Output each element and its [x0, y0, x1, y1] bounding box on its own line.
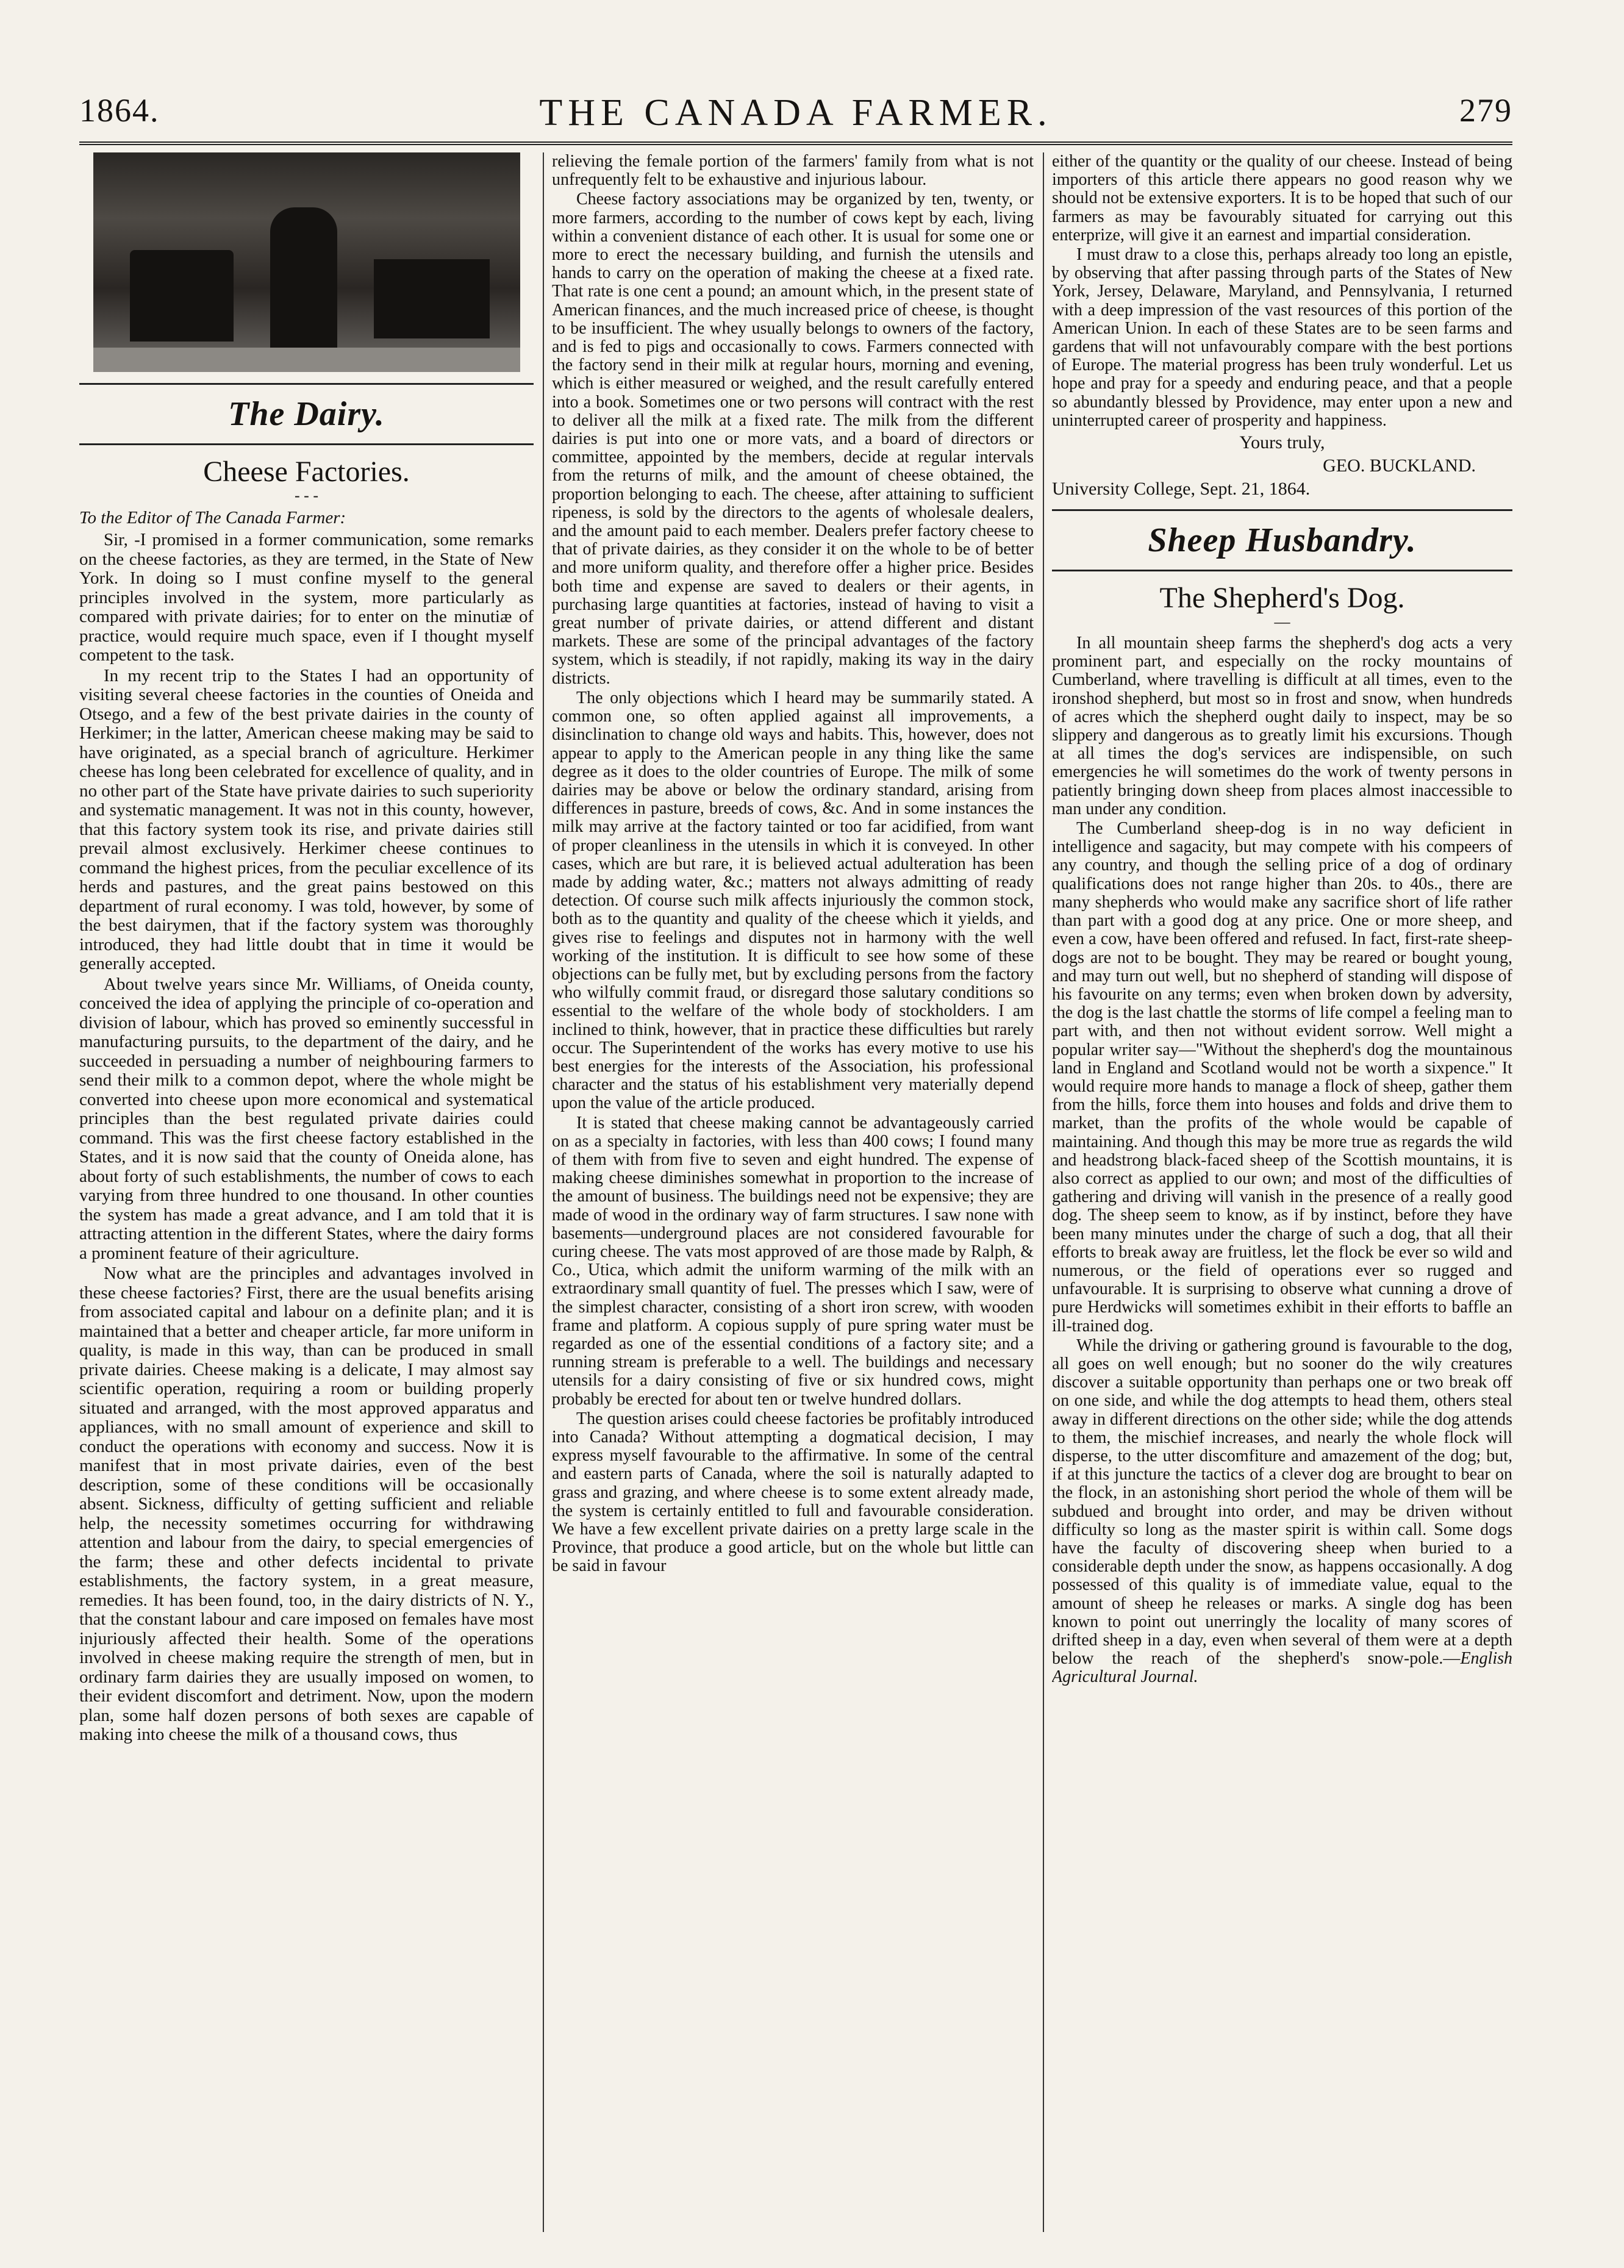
paragraph: I must draw to a close this, perhaps already too long an epistle, by observing that after passing through parts of the States of New York, Jersey, Delaware, Maryland, and Pennsylvania, I returned with a deep impression of the vast resources of this portion of the American Union. In each of these States are to be seen farms and gardens that will not unfavourably compare with the best portions of Europe. The material progress has been truly wonderful. Let us hope and pray for a speedy and enduring peace, and that a people so abundantly blessed by Providence, may enter upon a new and uninterrupted career of prosperity and happiness.: [1052, 245, 1512, 430]
place-date: University College, Sept. 21, 1864.: [1052, 479, 1311, 499]
paragraph: Now what are the principles and advantages involved in these cheese factories? First, there are the usual benefits arising from associated capital and labour on a definite plan; and it is maintained that a better and cheaper article, far more uniform in quality, is made in this way, than can be produced in small private dairies. Cheese making is a delicate, I may almost say scientific operation, requiring a room or building properly situated and arranged, with the most approved apparatus and appliances, with no small amount of experience and skill to conduct the operations with economy and success. Now it is manifest that in most private dairies, even of the best description, some of these conditions will be occasionally absent. Sickness, difficulty of getting sufficient and reliable help, the necessity sometimes occurring for withdrawing attention and labour from the dairy, to special emergencies of the farm; these and other defects incidental to private establishments, the factory system, in a great measure, remedies. It has been found, too, in the dairy districts of N. Y., that the constant labour and care imposed on females have most injuriously affected their health. Some of the operations involved in cheese making require the strength of men, but in ordinary farm dairies they are usually imposed on women, to their evident discomfort and detriment. Now, upon the modern plan, some half dozen persons of both sexes are capable of making into cheese the milk of a thousand cows, thus: [79, 1264, 534, 1744]
column-1: [79, 152, 534, 2232]
page-header: [79, 91, 1512, 134]
section-heading-dairy: The Dairy.: [228, 395, 385, 433]
source-credit: English Agricultural Journal.: [1052, 1649, 1512, 1687]
signature: GEO. BUCKLAND.: [1323, 456, 1476, 476]
closing: Yours truly,: [1239, 432, 1325, 453]
paragraph: The question arises could cheese factories be profitably introduced into Canada? Without attempting a dogmatical decision, I may express myself favourable to the affirmative. In some of the central and eastern parts of Canada, where the soil is naturally adapted to grass and grazing, and where cheese is to some extent already made, the system is certainly entitled to full and favourable consideration. We have a few excellent private dairies on a pretty large scale in the Province, that produce a good article, but on the whole but little can be said in favour: [552, 1409, 1034, 1576]
column-divider: [543, 152, 544, 2232]
section-heading-sheep-husbandry: Sheep Husbandry.: [1148, 521, 1417, 560]
paragraph: Cheese factory associations may be organized by ten, twenty, or more farmers, according to the number of cows kept by each, living within a convenient distance of each other. It is usual for some one or more to erect the necessary building, and furnish the utensils and hands to carry on the operation of making the cheese at a fixed rate. That rate is one cent a pound; an amount which, in the present state of American finances, and the much increased price of cheese, is thought to be insufficient. The whey usually belongs to owners of the factory, and is fed to pigs and occasionally to cows. Farmers connected with the factory send in their milk at regular hours, morning and evening, which is either measured or weighed, and the result carefully entered into a book. Sometimes one or two persons will contract with the rest to deliver all the milk at a fixed rate. The milk from the different dairies is put into one or more vats, and a board of directors or committee, appointed by the members, decide at regular intervals from the returns of milk, and the amount of cheese obtained, the proportion belonging to each. The cheese, after attaining to sufficient ripeness, is sold by the directors to the agents of wholesale dealers, and the amount paid to each member. Dealers prefer factory cheese to that of private dairies, as they consider it on the whole to be of better and more uniform quality, and therefore offer a higher price. Besides both time and expense are saved to dealers or their agents, in purchasing large quantities at factories, instead of having to visit a great number of private dairies, or attend different and distant markets. These are some of the principal advantages of the factory system, which is steadily, if not rapidly, making its way in the dairy districts.: [552, 190, 1034, 688]
paragraph: About twelve years since Mr. Williams, of Oneida county, conceived the idea of applying the principle of co-operation and division of labour, which has proved so eminently successful in manufacturing pursuits, to the department of the dairy, and he succeeded in persuading a number of neighbouring farmers to send their milk to a common depot, where the whole might be converted into cheese upon more economical and systematical principles than the best regulated private dairies could command. This was the first cheese factory established in the States, and it is now said that the county of Oneida alone, has about forty of such establishments, the number of cows to each varying from three hundred to one thousand. In other counties the system has made a great advance, and I am told that it is attracting attention in the different States, where the dairy forms a prominent feature of their agriculture.: [79, 974, 534, 1263]
paragraph: Sir, -I promised in a former communication, some remarks on the cheese factories, as they are termed, in the State of New York. In doing so I must confine myself to the general principles involved in the system, more particularly as compared with private dairies; for to enter on the minutiæ of practice, would require much space, even if I thought myself competent to the task.: [79, 530, 534, 665]
paragraph: The Cumberland sheep-dog is in no way deficient in intelligence and sagacity, but may compete with his compeers of any country, and though the selling price of a dog of ordinary qualifications does not range higher than 20s. to 40s., there are many shepherds who would make any sacrifice short of life rather than part with a good dog at any price. One or more sheep, and even a cow, have been offered and refused. In fact, first-rate sheep-dogs are not to be bought. They may be reared or bought young, and may turn out well, but no shepherd of standing will dispose of his favourite on any terms; even when broken down by adversity, the dog is the last chattle the storms of life compel a feeling man to part with, and then not without evident sorrow. Well might a popular writer say—"Without the shepherd's dog the mountainous land in England and Scotland would not be worth a sixpence." It would require more hands to manage a flock of sheep, gather them from the hills, force them into houses and folds and drive them to market, than the profits of the whole would be capable of maintaining. And though this may be more true as regards the wild and headstrong black-faced sheep of the Scottish mountains, it is also correct as applied to our own; and most of the difficulties of gathering and driving will vanish in the presence of a really good dog. The sheep seem to know, as if by instinct, before they have been many minutes under the charge of such a dog, that all their efforts to break away are fruitless, let the flock be ever so wild and numerous, or the field of operations ever so rugged and unfavourable. It is surprising to observe what cunning a drove of pure Herdwicks will sometimes exhibit in their efforts to baffle an ill-trained dog.: [1052, 819, 1512, 1336]
paragraph: It is stated that cheese making cannot be advantageously carried on as a specialty in factories, with less than 400 cows; I found many of them with from five to seven and eight hundred. The expense of making cheese diminishes somewhat in proportion to the increase of the amount of business. The buildings need not be expensive; they are made of wood in the ordinary way of farm structures. I saw none with basements—underground places are not considered favourable for curing cheese. The vats most approved of are those made by Ralph, & Co., Utica, which admit the uniform warming of the milk with an extraordinary small quantity of fuel. The presses which I saw, were of the simplest character, consisting of a short iron screw, with wooden frame and platform. A copious supply of pure spring water must be regarded as one of the essential conditions of a factory site; and a running stream is preferable to a well. The buildings and necessary utensils for a dairy consisting of five or six hundred cows, might probably be erected for about ten or twelve hundred dollars.: [552, 1113, 1034, 1409]
paragraph: relieving the female portion of the farmers' family from what is not unfrequently felt to be exhaustive and injurious labour.: [552, 152, 1034, 190]
section-rule: [1052, 509, 1512, 511]
column-divider: [1043, 152, 1044, 2232]
paragraph: In all mountain sheep farms the shepherd's dog acts a very prominent part, and especially on the rocky mountains of Cumberland, where travelling is difficult at all times, even to the ironshod shepherd, but most so in frost and snow, when hundreds of acres which the shepherd ought daily to inspect, may be so slippery and dangerous as to greatly limit his excursions. Though at all times the dog's services are indispensible, on such emergencies he will sometimes do the work of twenty persons in patiently bringing down sheep from places almost inaccessible to man under any condition.: [1052, 634, 1512, 818]
paragraph: The only objections which I heard may be summarily stated. A common one, so often applied against all improvements, a disinclination to change old ways and habits. This, however, does not appear to apply to the American people in any thing like the same degree as it does to the older countries of Europe. The milk of some dairies may be above or below the ordinary standard, arising from differences in pasture, breeds of cows, &c. And in some instances the milk may arrive at the factory tainted or too far acidified, from want of proper cleanliness in the utensils in which it is conveyed. In other cases, which are but rare, it is believed actual adulteration has been made by adding water, &c.; matters not always admitting of ready detection. Of course such milk affects injuriously the common stock, both as to the quantity and quality of the cheese which it yields, and gives rise to feelings and disputes not in harmony with the well working of the institution. It is difficult to see how some of these objections can be fully met, but by excluding persons from the factory who wilfully commit fraud, or disregard those salutary conditions so essential to the welfare of the whole body of stockholders. I am inclined to think, however, that in practice these difficulties but rarely occur. The Superintendent of the works has every motive to use his best energies for the interests of the Association, his professional character and the status of his establishment very materially depend upon the value of the article produced.: [552, 688, 1034, 1113]
engraving-dairy-scene-icon: [93, 152, 520, 372]
salutation: To the Editor of The Canada Farmer:: [79, 508, 346, 528]
paragraph: either of the quantity or the quality of our cheese. Instead of being importers of this article there appears no good reason why we should not be extensive exporters. It is to be hoped that such of our farmers as may be favourably situated for carrying out this enterprize, will give it an earnest and impartial consideration.: [1052, 152, 1512, 245]
section-rule: [79, 383, 534, 385]
paragraph: In my recent trip to the States I had an opportunity of visiting several cheese factories in the counties of Oneida and Otsego, and a few of the best private dairies in the county of Herkimer; in the latter, American cheese making may be said to have originated, as a special branch of agriculture. Herkimer cheese has long been celebrated for excellence of quality, and in no other part of the State have private dairies to such superiority and systematic management. It was not in this county, however, that this factory system took its rise, and private dairies still prevail almost exclusively. Herkimer cheese continues to command the highest prices, from the peculiar excellence of its herds and pastures, and the great pains bestowed on this department of rural economy. I was told, however, by some of the best dairymen, that if the factory system was thoroughly introduced, they had little doubt that in time it would be generally accepted.: [79, 665, 534, 973]
paragraph-text: While the driving or gathering ground is favourable to the dog, all goes on well enough; but no sooner do the wily creatures discover a suitable opportunity than perhaps one or two break off on one side, and while the dog attempts to head them, others steal away in different directions on the other side; while the dog attends to them, the mischief increases, and nearly the whole flock will disperse, to the utter discomfiture and amazement of the dog; but, if at this juncture the tactics of a clever dog are brought to bear on the flock, in an astonishing short period the whole of them will be subdued and brought into order, and may be driven without difficulty so long as the master spirit is within call. Some dogs have the faculty of discovering sheep when buried to a considerable depth under the snow, as happens occasionally. A dog possessed of this quality is of immediate value, equal to the amount of sheep he releases or marks. A single dog has been known to point out unerringly the locality of many scores of drifted sheep in a day, even when several of them were at a depth below the reach of the shepherd's snow-pole.—: [1052, 1336, 1512, 1669]
section-rule: [1052, 570, 1512, 571]
paragraph: [1052, 1337, 1512, 1687]
column-3: [1052, 152, 1512, 2232]
section-rule: [79, 443, 534, 445]
title-divider: - - -: [295, 487, 318, 504]
issue-year: 1864.: [79, 92, 160, 129]
article-title-cheese-factories: Cheese Factories.: [203, 456, 410, 488]
masthead-title: THE CANADA FARMER.: [539, 92, 1053, 134]
header-rule: [79, 141, 1512, 145]
page-number: 279: [1459, 92, 1512, 129]
article-title-shepherds-dog: The Shepherd's Dog.: [1159, 582, 1405, 615]
column-2: [552, 152, 1034, 2232]
title-divider: —: [1274, 613, 1290, 631]
